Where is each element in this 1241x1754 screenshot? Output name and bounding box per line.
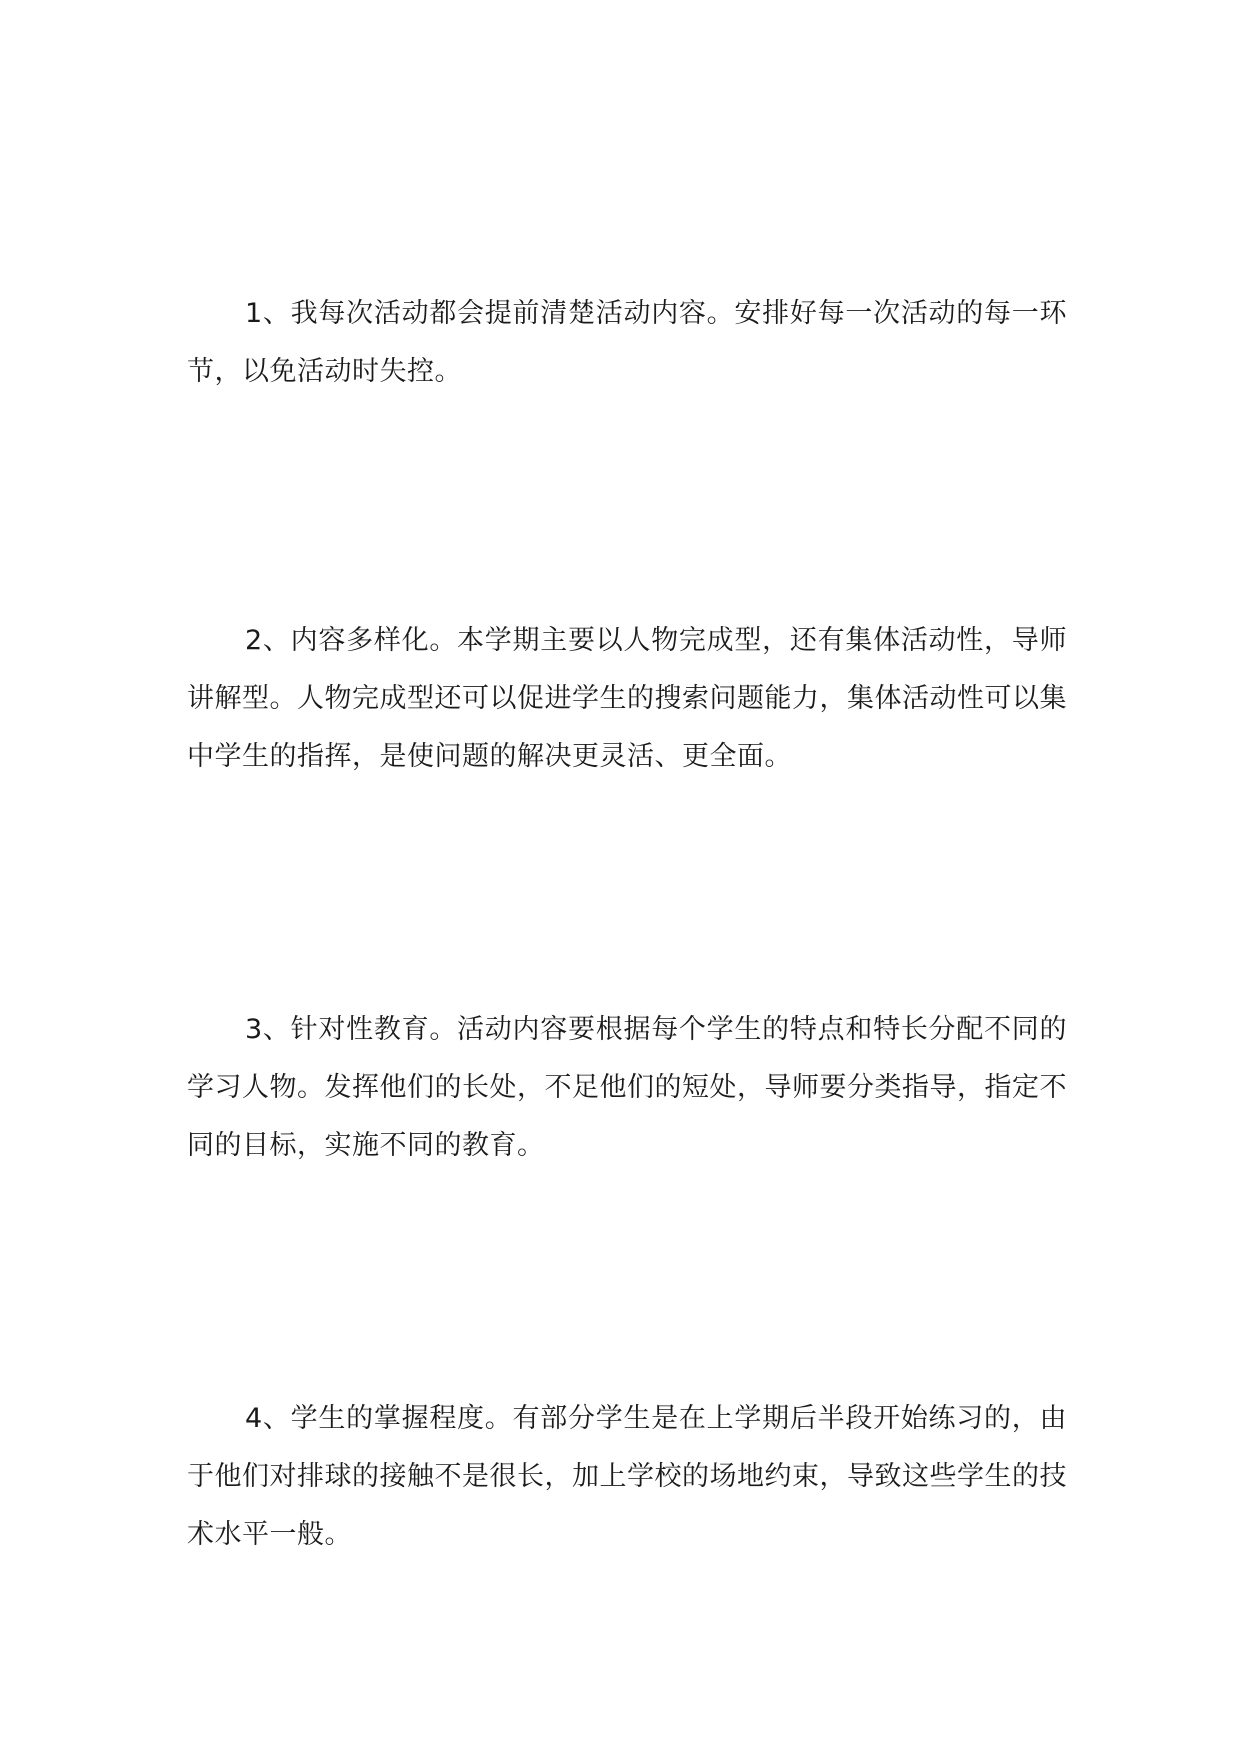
paragraph-1: 1、我每次活动都会提前清楚活动内容。安排好每一次活动的每一环节，以免活动时失控。	[187, 298, 1067, 387]
paragraph-4: 4、学生的掌握程度。有部分学生是在上学期后半段开始练习的，由于他们对排球的接触不是很长，加上学校的场地约束，导致这些学生的技术水平一般。	[187, 1403, 1067, 1550]
paragraph-3: 3、针对性教育。活动内容要根据每个学生的特点和特长分配不同的学习人物。发挥他们的长处，不足他们的短处，导师要分类指导，指定不同的目标，实施不同的教育。	[187, 1014, 1067, 1161]
paragraph-2: 2、内容多样化。本学期主要以人物完成型，还有集体活动性，导师讲解型。人物完成型还可以促进学生的搜索问题能力，集体活动性可以集中学生的指挥，是使问题的解决更灵活、更全面。	[187, 625, 1067, 772]
